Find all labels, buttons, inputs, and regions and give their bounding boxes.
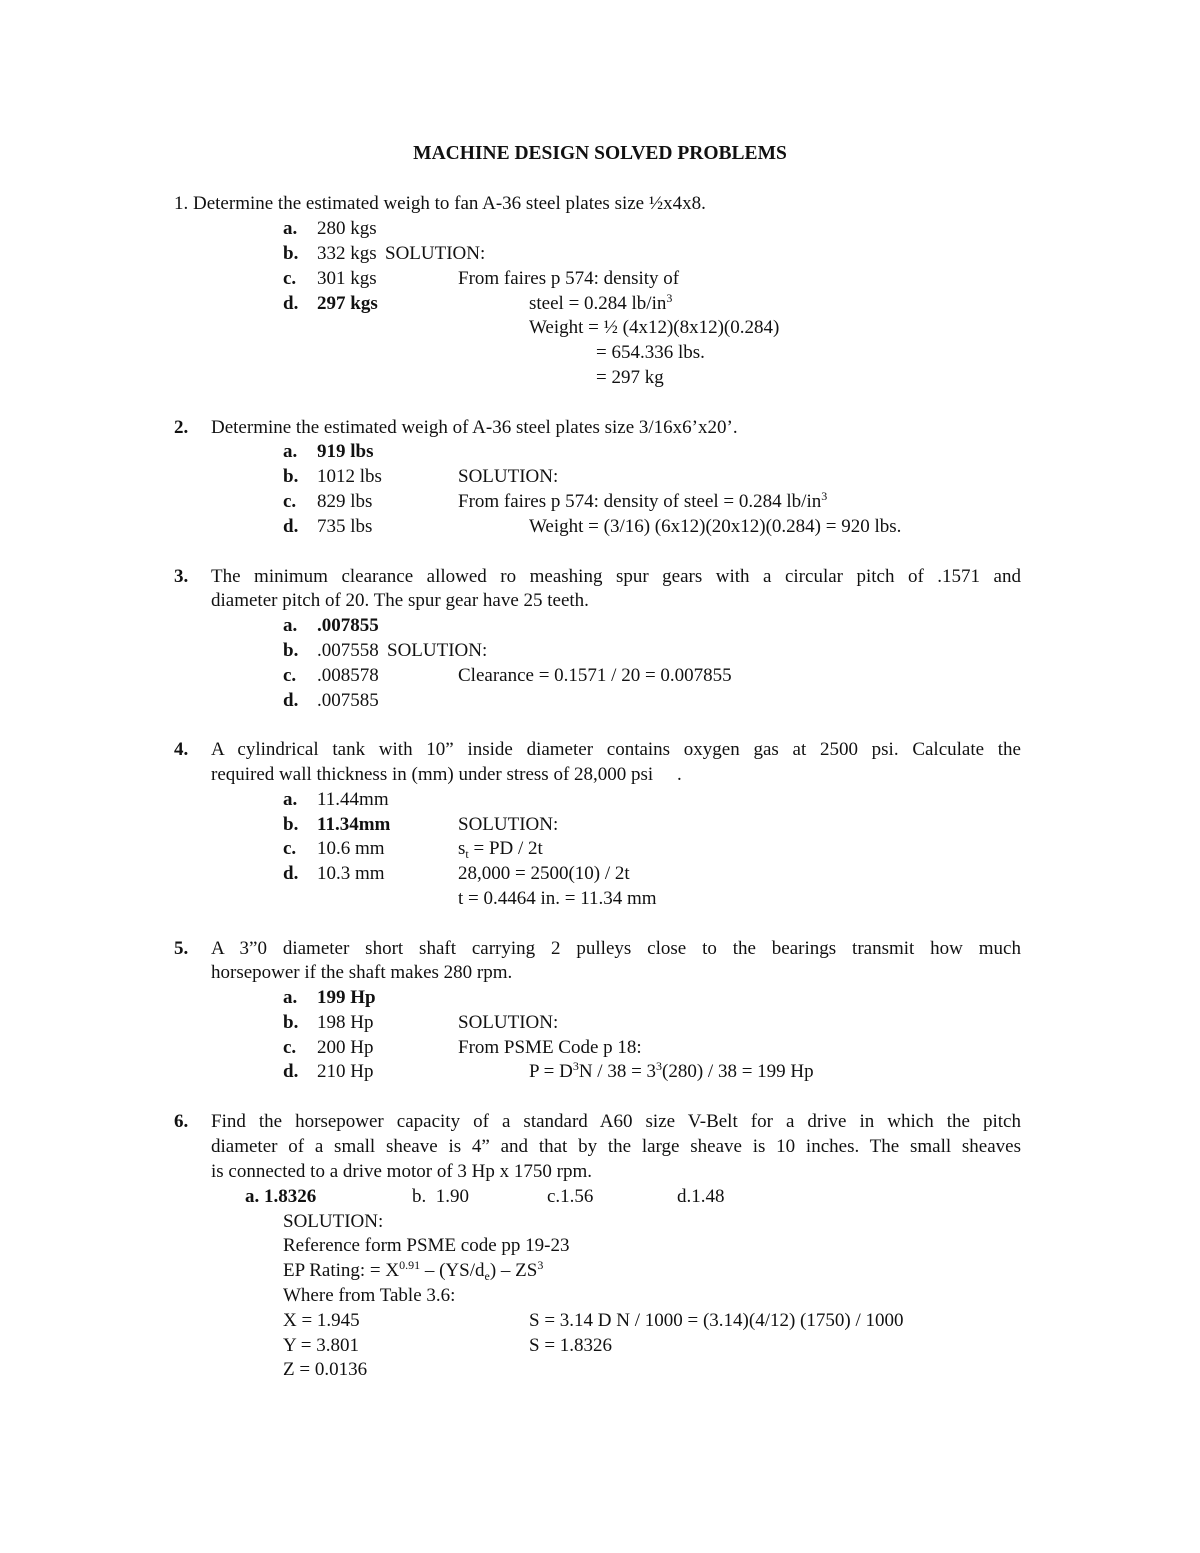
problem-1-solution-label: SOLUTION:	[385, 243, 486, 264]
problem-3-solution-label: SOLUTION:	[387, 640, 488, 661]
problem-1-choice-a: 280 kgs	[317, 218, 377, 239]
problem-3-choice-d: .007585	[317, 690, 379, 711]
problem-2-choice-c: 829 lbs	[317, 491, 373, 512]
problem-4-question-line-2: required wall thickness in (mm) under stress of 28,000 psi .	[211, 764, 682, 785]
problem-5-solution-line-1: From PSME Code p 18:	[458, 1037, 642, 1058]
problem-2-choice-d: 735 lbs	[317, 516, 373, 537]
problem-5-choice-c: 200 Hp	[317, 1037, 374, 1058]
problem-3-question-line-1: The minimum clearance allowed ro meashing spur gears with a circular pitch of .1571 and	[211, 566, 1021, 587]
problem-2-choice-a-answer: 919 lbs	[317, 441, 374, 462]
problem-4-choice-c-label: c.	[283, 838, 297, 859]
problem-5-choice-d: 210 Hp	[317, 1061, 374, 1082]
problem-2-choice-c-label: c.	[283, 491, 297, 512]
problem-2-choice-d-label: d.	[283, 516, 299, 537]
problem-3-number: 3.	[174, 566, 189, 587]
problem-2-choice-b: 1012 lbs	[317, 466, 382, 487]
problem-2-number: 2.	[174, 417, 189, 438]
problem-1-choice-d-answer: 297 kgs	[317, 293, 378, 314]
problem-1-solution-line-5: = 297 kg	[596, 367, 664, 388]
problem-3-choice-c: .008578	[317, 665, 379, 686]
problem-3-choice-a-answer: .007855	[317, 615, 379, 636]
problem-1-solution-line-3: Weight = ½ (4x12)(8x12)(0.284)	[529, 317, 780, 338]
problem-1-choice-c-label: c.	[283, 268, 297, 289]
problem-1-choice-c: 301 kgs	[317, 268, 377, 289]
problem-6-choice-a-answer: a. 1.8326	[245, 1186, 317, 1207]
problem-5-number: 5.	[174, 938, 189, 959]
problem-2-solution-line-1: From faires p 574: density of steel = 0.284 $lb/in^3$	[458, 489, 828, 512]
problem-1-solution-line-4: = 654.336 lbs.	[596, 342, 705, 363]
problem-6-question-line-1: Find the horsepower capacity of a standard A60 size V-Belt for a drive in which the pitch	[211, 1111, 1021, 1132]
problem-5-choice-d-label: d.	[283, 1061, 299, 1082]
problem-6-choice-d: d.1.48	[677, 1186, 725, 1207]
problem-6-solution-line-1: Reference form PSME code pp 19-23	[283, 1235, 570, 1256]
problem-2-question: Determine the estimated weigh of A-36 steel plates size 3/16x6’x20’.	[211, 417, 738, 438]
problem-6-solution-s-formula: S = 3.14 D N / 1000 = (3.14)(4/12) (1750) / 1000	[529, 1310, 904, 1331]
problem-4-solution-line-2: 28,000 = 2500(10) / 2t	[458, 863, 630, 884]
problem-4-choice-c: 10.6 mm	[317, 838, 385, 859]
problem-6-solution-line-2: EP Rating: = $X^{0.91} - (YS/d_e) - ZS^3$	[283, 1258, 544, 1283]
problem-1-choice-d-label: d.	[283, 293, 299, 314]
problem-4-choice-d-label: d.	[283, 863, 299, 884]
problem-5-choice-a-answer: 199 Hp	[317, 987, 376, 1008]
problem-3-solution-line-1: Clearance = 0.1571 / 20 = 0.007855	[458, 665, 732, 686]
problem-4-solution-line-3: t = 0.4464 in. = 11.34 mm	[458, 888, 657, 909]
problem-5-question-line-2: horsepower if the shaft makes 280 rpm.	[211, 962, 513, 983]
problem-3-choice-b: .007558	[317, 640, 379, 661]
problem-3-choice-b-label: b.	[283, 640, 299, 661]
problem-2-solution-line-2: Weight = (3/16) (6x12)(20x12)(0.284) = 920 lbs.	[529, 516, 902, 537]
problem-6-number: 6.	[174, 1111, 189, 1132]
problem-3-choice-a-label: a.	[283, 615, 298, 636]
page-title: MACHINE DESIGN SOLVED PROBLEMS	[413, 143, 787, 164]
problem-1-solution-line-2: steel = 0.284 $lb/in^3$	[529, 291, 673, 314]
problem-6-solution-x: X = 1.945	[283, 1310, 360, 1331]
problem-6-choice-c: c.1.56	[547, 1186, 594, 1207]
problem-6-question-line-2: diameter of a small sheave is 4” and that by the large sheave is 10 inches. The small sheaves	[211, 1136, 1021, 1157]
problem-4-number: 4.	[174, 739, 189, 760]
problem-3-choice-c-label: c.	[283, 665, 297, 686]
problem-2-solution-label: SOLUTION:	[458, 466, 559, 487]
problem-6-solution-line-3: Where from Table 3.6:	[283, 1285, 456, 1306]
problem-5-choice-b-label: b.	[283, 1012, 299, 1033]
problem-5-question-line-1: A 3”0 diameter short shaft carrying 2 pulleys close to the bearings transmit how much	[211, 938, 1021, 959]
problem-6-solution-s-result: S = 1.8326	[529, 1335, 613, 1356]
problem-5-solution-label: SOLUTION:	[458, 1012, 559, 1033]
problem-4-choice-a-label: a.	[283, 789, 298, 810]
problem-6-solution-y: Y = 3.801	[283, 1335, 359, 1356]
problem-4-question-line-1: A cylindrical tank with 10” inside diameter contains oxygen gas at 2500 psi. Calculate the	[211, 739, 1021, 760]
problem-6-question-line-3: is connected to a drive motor of 3 Hp x 1750 rpm.	[211, 1161, 592, 1182]
problem-6-solution-z: Z = 0.0136	[283, 1359, 368, 1380]
problem-5-choice-c-label: c.	[283, 1037, 297, 1058]
problem-4-choice-d: 10.3 mm	[317, 863, 385, 884]
problem-2-choice-b-label: b.	[283, 466, 299, 487]
problem-1-choice-a-label: a.	[283, 218, 298, 239]
problem-4-choice-b-answer: 11.34mm	[317, 814, 391, 835]
problem-1-choice-b: 332 kgs	[317, 243, 377, 264]
problem-4-solution-label: SOLUTION:	[458, 814, 559, 835]
problem-3-choice-d-label: d.	[283, 690, 299, 711]
problem-5-solution-line-2: $P = D^3N / 38 = 3^3(280) / 38 = 199$ Hp	[529, 1059, 814, 1082]
problem-1-solution-line-1: From faires p 574: density of	[458, 268, 680, 289]
problem-6-solution-label: SOLUTION:	[283, 1211, 384, 1232]
problem-5-choice-a-label: a.	[283, 987, 298, 1008]
problem-5-choice-b: 198 Hp	[317, 1012, 374, 1033]
problem-4-choice-a: 11.44mm	[317, 789, 389, 810]
problem-6-choice-b: b. 1.90	[412, 1186, 469, 1207]
problem-4-choice-b-label: b.	[283, 814, 299, 835]
problem-1-question: 1. Determine the estimated weigh to fan A-36 steel plates size ½x4x8.	[174, 193, 706, 214]
problem-2-choice-a-label: a.	[283, 441, 298, 462]
problem-4-solution-line-1: $s_t$ = PD / 2t	[458, 838, 543, 861]
problem-1-choice-b-label: b.	[283, 243, 299, 264]
problem-3-question-line-2: diameter pitch of 20. The spur gear have 25 teeth.	[211, 590, 589, 611]
